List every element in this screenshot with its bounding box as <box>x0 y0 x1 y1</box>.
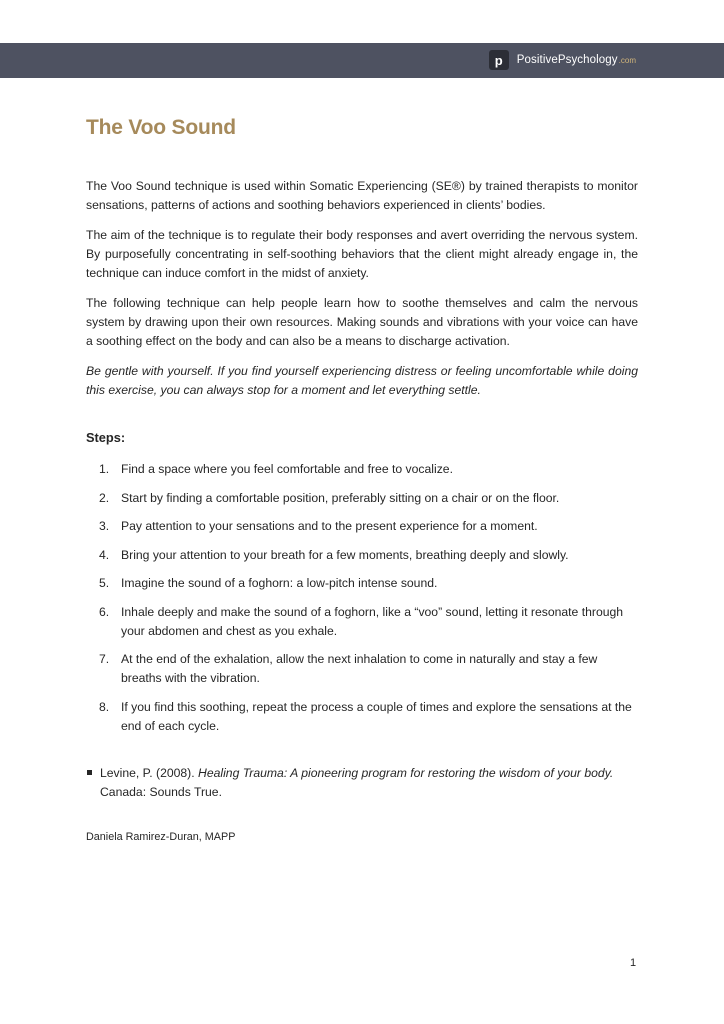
step-number: 3. <box>99 519 110 533</box>
gentle-note: Be gentle with yourself. If you find yourself experiencing distress or feeling uncomfortable while doing this exercise, you can always stop for a moment and let everything settle. <box>86 364 638 397</box>
step-text: Bring your attention to your breath for a few moments, breathing deeply and slowly. <box>121 547 569 562</box>
reference-author-year: Levine, P. (2008). <box>100 765 199 780</box>
step-number: 7. <box>99 652 110 666</box>
step-item <box>86 546 638 565</box>
step-number: 2. <box>99 490 110 505</box>
steps-heading: Steps: <box>86 430 126 445</box>
reference-title: Healing Trauma: A pioneering program for restoring the wisdom of your body. <box>198 765 614 780</box>
step-number: 4. <box>99 547 110 562</box>
brand-name: PositivePsychology <box>516 54 618 66</box>
square-bullet-icon <box>87 770 92 775</box>
reference <box>86 764 638 802</box>
brand-tld: .com <box>618 55 636 65</box>
step-item <box>86 517 638 536</box>
step-number: 1. <box>99 462 110 476</box>
step-text: Start by finding a comfortable position, preferably sitting on a chair or on the floor. <box>121 490 560 505</box>
aim-paragraph: The aim of the technique is to regulate their body responses and avert overriding the nervous system. By purposefully concentrating in self-soothing behaviors that the client might already engage in, the technique can induce comfort in the midst of anxiety. <box>86 228 638 280</box>
step-item <box>86 698 638 736</box>
positive-psychology-logo-icon: p <box>489 50 509 70</box>
step-text: Imagine the sound of a foghorn: a low-pitch intense sound. <box>121 576 438 590</box>
document-body <box>86 116 638 843</box>
step-number: 8. <box>99 699 110 714</box>
step-text: At the end of the exhalation, allow the next inhalation to come in naturally and stay a few breaths with the vibration. <box>121 652 598 685</box>
step-item <box>86 489 638 508</box>
reference-publisher: Canada: Sounds True. <box>100 784 222 799</box>
page-title: The Voo Sound <box>86 116 236 139</box>
step-text: Pay attention to your sensations and to the present experience for a moment. <box>121 519 538 533</box>
step-item <box>86 460 638 479</box>
step-item <box>86 574 638 593</box>
header-bar <box>0 43 724 78</box>
step-text: Find a space where you feel comfortable and free to vocalize. <box>121 462 453 476</box>
page-number: 1 <box>630 957 637 969</box>
brand[interactable] <box>489 50 636 70</box>
steps-list <box>86 460 638 736</box>
step-item <box>86 650 638 688</box>
step-text: If you find this soothing, repeat the process a couple of times and explore the sensations at the end of each cycle. <box>121 699 632 733</box>
step-item <box>86 603 638 641</box>
author-credit: Daniela Ramirez-Duran, MAPP <box>86 830 236 843</box>
technique-paragraph: The following technique can help people learn how to soothe themselves and calm the nervous system by drawing upon their own resources. Making sounds and vibrations with your voice can have a soothing effect on the body and can also be a means to discharge activation. <box>86 296 638 348</box>
step-text: Inhale deeply and make the sound of a foghorn, like a “voo” sound, letting it resonate through your abdomen and chest as you exhale. <box>121 604 624 638</box>
step-number: 5. <box>99 576 110 590</box>
step-number: 6. <box>99 604 110 619</box>
intro-paragraph: The Voo Sound technique is used within Somatic Experiencing (SE®) by trained therapists to monitor sensations, patterns of actions and soothing behaviors experienced in clients’ bodies. <box>86 179 638 212</box>
